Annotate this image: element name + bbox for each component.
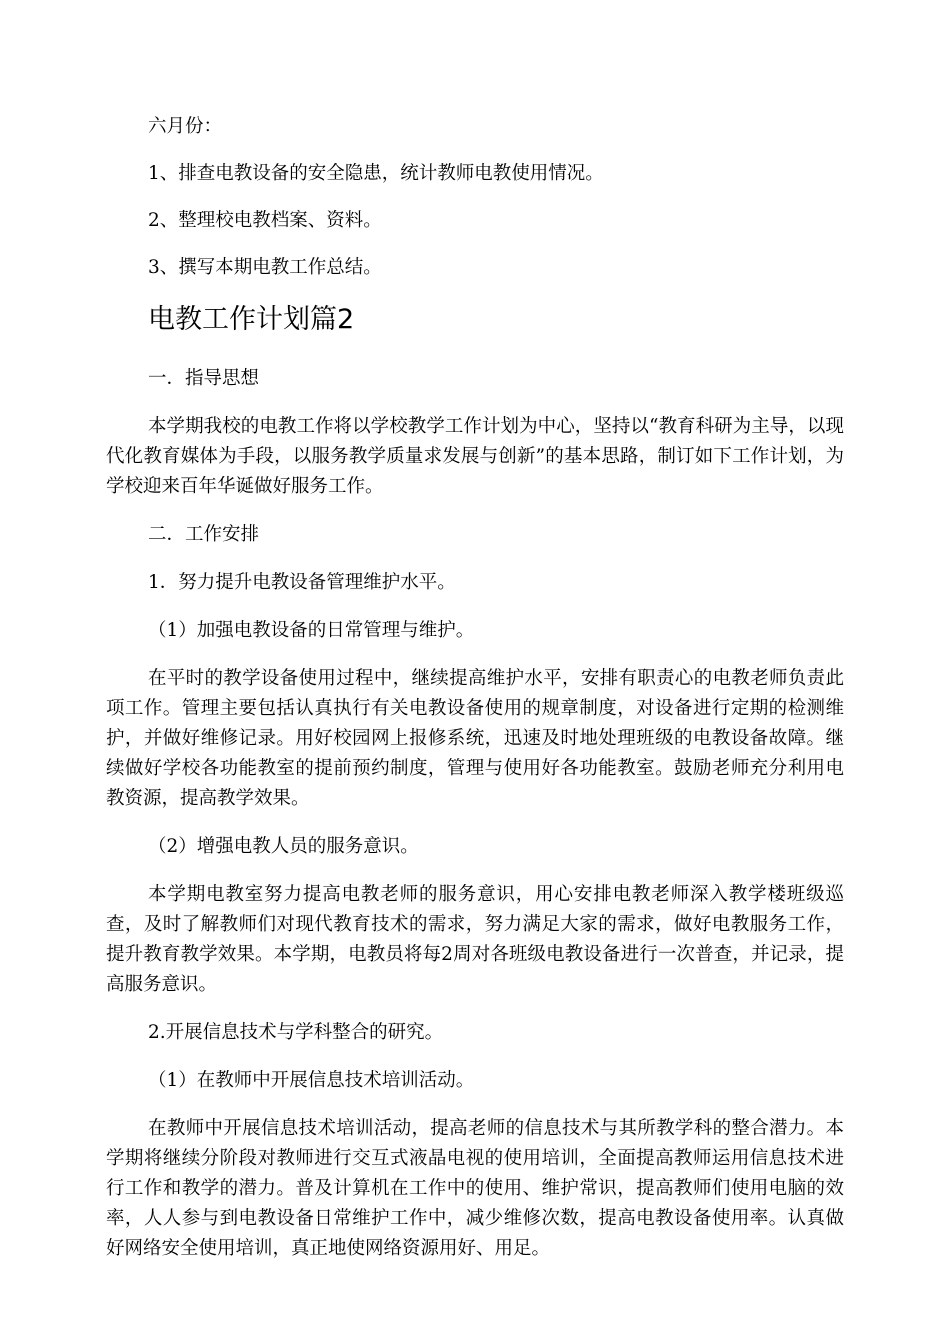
item2-sub1-heading: （1）在教师中开展信息技术培训活动。 bbox=[148, 1070, 475, 1091]
item2-sub1-paragraph: 在教师中开展信息技术培训活动，提高老师的信息技术与其所教学科的整合潜力。本学期将继续分阶段对教师进行交互式液晶电视的使用培训，全面提高教师运用信息技术进行工作和教学的潜力。普及计算机在工作中的使用、维护常识，提高教师们使用电脑的效率，人人参与到电教设备日常维护工作中，减少维修次数，提高电教设备使用率。认真做好网络安全使用培训，真正地使网络资源用好、用足。 bbox=[106, 1118, 844, 1259]
section-title: 电教工作计划篇2 bbox=[148, 304, 355, 335]
item2-heading: 2.开展信息技术与学科整合的研究。 bbox=[148, 1022, 444, 1043]
item1-sub1-heading: （1）加强电教设备的日常管理与维护。 bbox=[148, 620, 475, 641]
work-heading: 二．工作安排 bbox=[148, 524, 260, 545]
guiding-heading: 一．指导思想 bbox=[148, 368, 260, 389]
month-label: 六月份： bbox=[148, 116, 223, 137]
list-item: 1、排查电教设备的安全隐患，统计教师电教使用情况。 bbox=[148, 163, 604, 184]
item1-heading: 1．努力提升电教设备管理维护水平。 bbox=[148, 572, 456, 593]
list-item: 3、撰写本期电教工作总结。 bbox=[148, 257, 382, 278]
item1-sub1-paragraph: 在平时的教学设备使用过程中，继续提高维护水平，安排有职责心的电教老师负责此项工作。管理主要包括认真执行有关电教设备使用的规章制度，对设备进行定期的检测维护，并做好维修记录。用好校园网上报修系统，迅速及时地处理班级的电教设备故障。继续做好学校各功能教室的提前预约制度，管理与使用好各功能教室。鼓励老师充分利用电教资源，提高教学效果。 bbox=[106, 668, 844, 809]
item1-sub2-paragraph: 本学期电教室努力提高电教老师的服务意识，用心安排电教老师深入教学楼班级巡查，及时了解教师们对现代教育技术的需求，努力满足大家的需求，做好电教服务工作，提升教育教学效果。本学期，电教员将每2周对各班级电教设备进行一次普查，并记录，提高服务意识。 bbox=[106, 884, 844, 995]
list-item: 2、整理校电教档案、资料。 bbox=[148, 210, 382, 231]
guiding-paragraph: 本学期我校的电教工作将以学校教学工作计划为中心，坚持以“教育科研为主导，以现代化教育媒体为手段，以服务教学质量求发展与创新”的基本思路，制订如下工作计划，为学校迎来百年华诞做好服务工作。 bbox=[106, 416, 844, 497]
item1-sub2-heading: （2）增强电教人员的服务意识。 bbox=[148, 836, 419, 857]
